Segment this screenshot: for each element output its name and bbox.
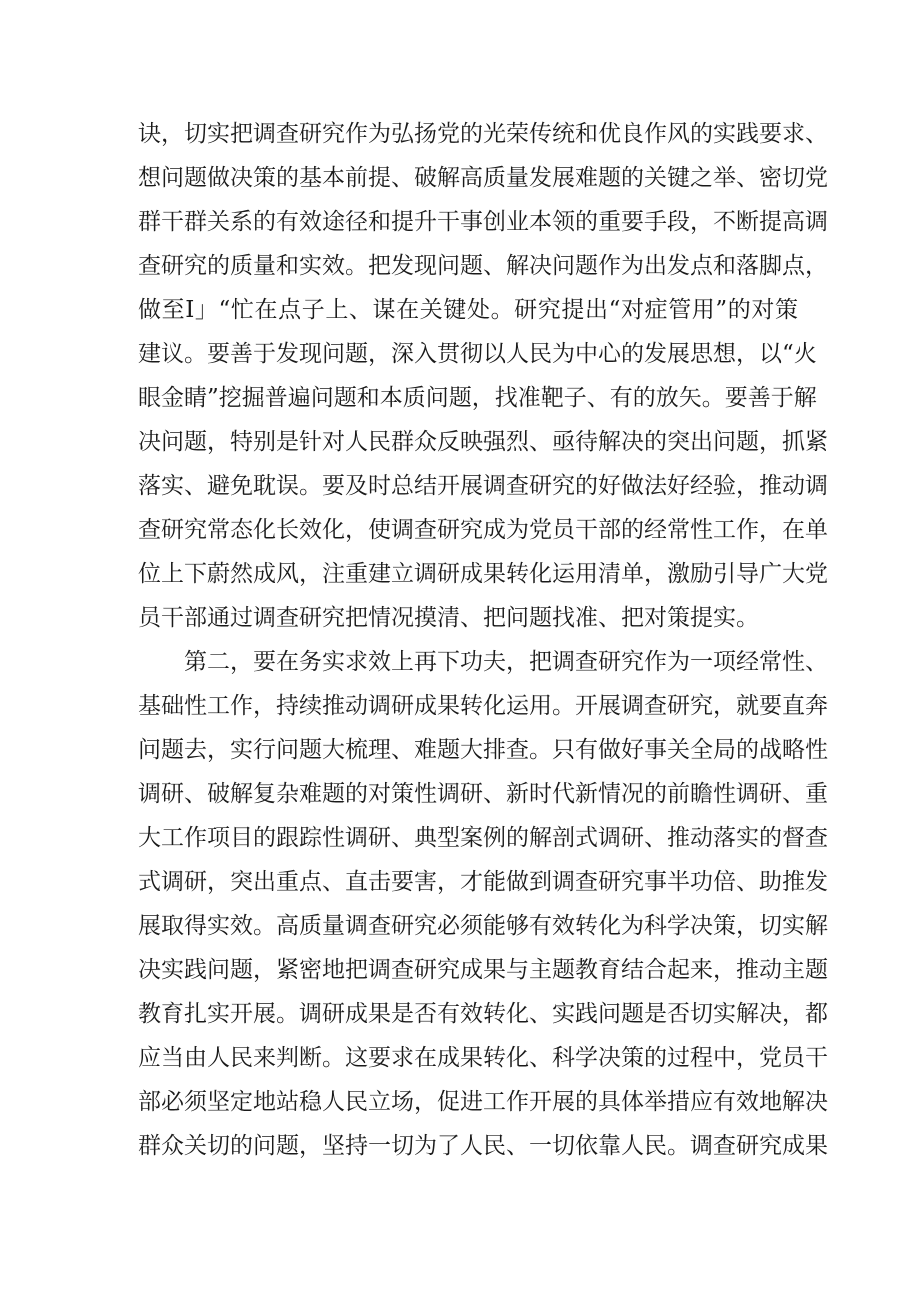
paragraph-2-line-3: 问题去，实行问题大梳理、难题大排查。只有做好事关全局的战略性 [138, 737, 828, 763]
paragraph-1 [138, 112, 828, 640]
paragraph-1-line-1: 诀，切实把调查研究作为弘扬党的光荣传统和优良作风的实践要求、 [138, 121, 828, 147]
paragraph-1-line-11: 位上下蔚然成风，注重建立调研成果转化运用清单，激励引导广大党 [138, 561, 828, 587]
paragraph-1-line-10: 查研究常态化长效化，使调查研究成为党员干部的经常性工作，在单 [138, 517, 828, 543]
paragraph-2-line-11: 部必须坚定地站稳人民立场，促进工作开展的具体举措应有效地解决 [138, 1089, 828, 1115]
paragraph-2-line-12: 群众关切的问题，坚持一切为了人民、一切依靠人民。调查研究成果 [138, 1133, 828, 1159]
paragraph-1-line-4: 查研究的质量和实效。把发现问题、解决问题作为出发点和落脚点， [138, 253, 828, 279]
paragraph-1-line-12: 员干部通过调查研究把情况摸清、把问题找准、把对策提实。 [138, 605, 759, 631]
paragraph-2-line-5: 大工作项目的跟踪性调研、典型案例的解剖式调研、推动落实的督查 [138, 825, 828, 851]
paragraph-1-line-8: 决问题，特别是针对人民群众反映强烈、亟待解决的突出问题，抓紧 [138, 429, 828, 455]
paragraph-2-line-1: 第二，要在务实求效上再下功夫，把调查研究作为一项经常性、 [184, 649, 828, 675]
paragraph-2-line-2: 基础性工作，持续推动调研成果转化运用。开展调查研究，就要直奔 [138, 693, 828, 719]
paragraph-2-line-4: 调研、破解复杂难题的对策性调研、新时代新情况的前瞻性调研、重 [138, 781, 828, 807]
paragraph-1-line-5: 做至I」“忙在点子上、谋在关键处。研究提出“对症管用”的对策 [138, 297, 798, 323]
paragraph-1-line-6: 建议。要善于发现问题，深入贯彻以人民为中心的发展思想，以“火 [138, 341, 817, 367]
paragraph-2-line-6: 式调研，突出重点、直击要害，才能做到调查研究事半功倍、助推发 [138, 869, 828, 895]
paragraph-2-line-7: 展取得实效。高质量调查研究必须能够有效转化为科学决策，切实解 [138, 913, 828, 939]
paragraph-2-line-10: 应当由人民来判断。这要求在成果转化、科学决策的过程中，党员干 [138, 1045, 828, 1071]
paragraph-2-line-8: 决实践问题，紧密地把调查研究成果与主题教育结合起来，推动主题 [138, 957, 828, 983]
paragraph-1-line-7: 眼金睛”挖掘普遍问题和本质问题，找准靶子、有的放矢。要善于解 [138, 385, 817, 411]
paragraph-1-line-3: 群干群关系的有效途径和提升干事创业本领的重要手段，不断提高调 [138, 209, 828, 235]
paragraph-2 [138, 640, 828, 1168]
paragraph-1-line-2: 想问题做决策的基本前提、破解高质量发展难题的关键之举、密切党 [138, 165, 828, 191]
paragraph-2-line-9: 教育扎实开展。调研成果是否有效转化、实践问题是否切实解决，都 [138, 1001, 828, 1027]
body-text [138, 112, 828, 1168]
paragraph-1-line-9: 落实、避免耽误。要及时总结开展调查研究的好做法好经验，推动调 [138, 473, 828, 499]
